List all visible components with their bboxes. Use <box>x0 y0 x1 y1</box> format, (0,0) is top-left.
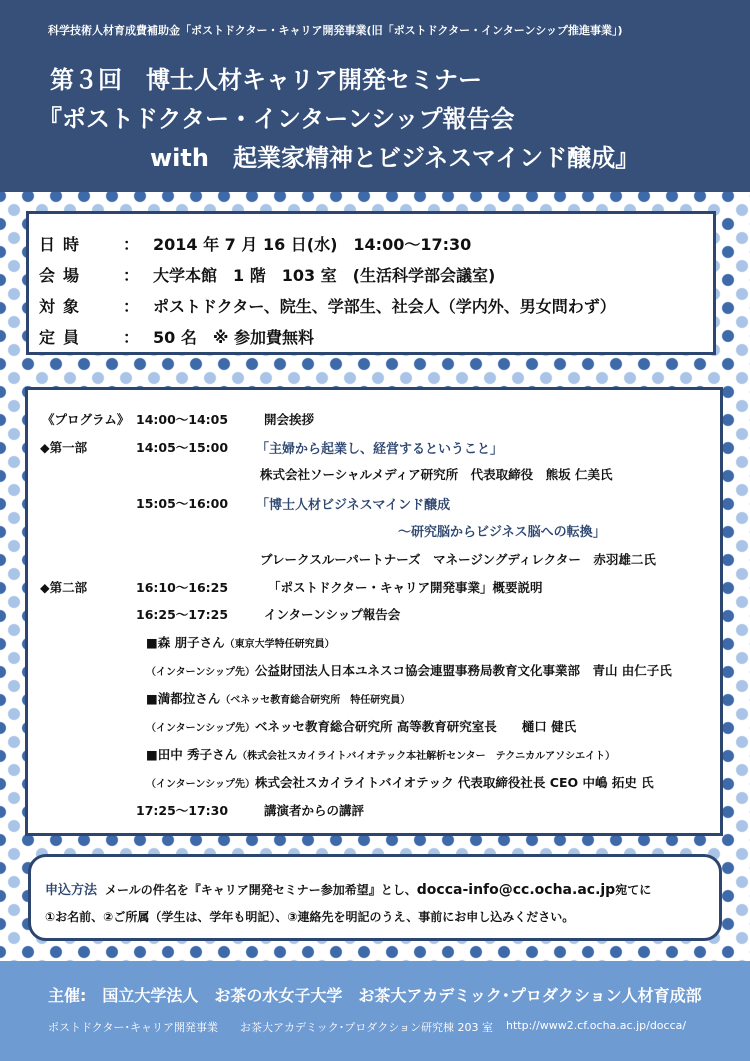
program-time: 17:25～17:30 <box>136 803 229 818</box>
application-text-end: 宛てに <box>615 883 652 897</box>
info-colon: ： <box>123 235 140 254</box>
reporter <box>146 633 335 651</box>
program-time: 14:00～14:05 <box>136 412 229 427</box>
info-label: 日時 <box>39 235 88 254</box>
program-time: 16:10～16:25 <box>136 580 229 595</box>
info-label: 対象 <box>39 297 88 316</box>
reporter-affiliation: （東京大学特任研究員） <box>224 639 335 650</box>
program-heading: 《プログラム》 <box>42 412 130 427</box>
project-text: ポストドクター･キャリア開発事業 お茶大アカデミック･プロダクション研究棟 203 室 <box>48 1021 493 1034</box>
reporter-affiliation: （ベネッセ教育総合研究所 特任研究員） <box>220 695 411 706</box>
program-box <box>25 387 723 836</box>
talk-title: 「博士人材ビジネスマインド醸成 <box>256 498 451 513</box>
reporter-name: ■森 朋子さん <box>146 635 225 650</box>
page-title-line2: 『ポストドクター・インターンシップ報告会 <box>38 105 515 133</box>
part-label: ◆第一部 <box>40 440 88 455</box>
url-link[interactable]: http://www2.cf.ocha.ac.jp/docca/ <box>506 1019 687 1032</box>
host-text: 公益財団法人日本ユネスコ協会連盟事務局教育文化事業部 青山 由仁子氏 <box>254 663 672 678</box>
program-time: 14:05～15:00 <box>136 440 229 455</box>
speaker: ブレークスルーパートナーズ マネージングディレクター 赤羽雄二氏 <box>260 552 656 567</box>
internship-host <box>146 773 654 791</box>
program-item: 「ポストドクター・キャリア開発事業」概要説明 <box>268 580 543 595</box>
application-box <box>28 854 722 941</box>
info-value: 50 名 ※ 参加費無料 <box>153 328 314 347</box>
organizer-text: 主催: 国立大学法人 お茶の水女子大学 お茶大アカデミック･プロダクション人材育成部 <box>48 986 702 1005</box>
program-item: 開会挨拶 <box>264 412 315 427</box>
page-title-line3: with 起業家精神とビジネスマインド醸成』 <box>150 144 640 172</box>
info-value: ポストドクター、院生、学部生、社会人（学内外、男女問わず） <box>153 297 616 316</box>
footer-banner <box>0 961 750 1061</box>
subsidy-text: 科学技術人材育成費補助金「ポストドクター・キャリア開発事業(旧「ポストドクター・インターンシップ推進事業」) <box>48 24 623 37</box>
host-prefix: （インターンシップ先） <box>146 667 255 678</box>
application-line2: ①お名前、②ご所属（学生は、学年も明記）、③連絡先を明記のうえ、事前にお申し込みください。 <box>45 910 575 924</box>
reporter <box>146 689 410 707</box>
header-banner <box>0 0 750 192</box>
program-time: 15:05～16:00 <box>136 496 229 511</box>
info-label: 定員 <box>39 328 88 347</box>
info-label: 会場 <box>39 266 88 285</box>
host-prefix: （インターンシップ先） <box>146 723 255 734</box>
application-label: 申込方法 <box>45 883 98 898</box>
reporter-name: ■田中 秀子さん <box>146 747 238 762</box>
part-label: ◆第二部 <box>40 580 88 595</box>
program-item: 講演者からの講評 <box>264 803 365 818</box>
event-info-box <box>26 211 716 355</box>
speaker: 株式会社ソーシャルメディア研究所 代表取締役 熊坂 仁美氏 <box>260 467 613 482</box>
email-link[interactable]: docca-info@cc.ocha.ac.jp <box>416 882 616 898</box>
reporter <box>146 745 615 763</box>
internship-host <box>146 717 576 735</box>
page-title-line1: 第３回 博士人材キャリア開発セミナー <box>50 66 482 94</box>
info-colon: ： <box>123 328 140 347</box>
info-colon: ： <box>123 297 140 316</box>
application-line1 <box>45 879 651 898</box>
program-time: 16:25～17:25 <box>136 607 229 622</box>
host-text: ベネッセ教育総合研究所 高等教育研究室長 樋口 健氏 <box>254 719 577 734</box>
talk-subtitle: ～研究脳からビジネス脳への転換」 <box>398 525 606 540</box>
program-item: インターンシップ報告会 <box>264 607 401 622</box>
info-colon: ： <box>123 266 140 285</box>
internship-host <box>146 661 672 679</box>
info-value: 2014 年 7 月 16 日(水) 14:00～17:30 <box>153 235 472 254</box>
info-value: 大学本館 1 階 103 室 (生活科学部会議室) <box>153 266 496 285</box>
host-prefix: （インターンシップ先） <box>146 779 255 790</box>
host-text: 株式会社スカイライトバイオテック 代表取締役社長 CEO 中嶋 拓史 氏 <box>254 775 654 790</box>
application-text: メールの件名を『キャリア開発セミナー参加希望』とし、 <box>105 883 417 897</box>
talk-title: 「主婦から起業し、経営するということ」 <box>256 442 504 457</box>
reporter-affiliation: （株式会社スカイライトバイオテック本社解析センター テクニカルアソシエイト） <box>237 751 616 762</box>
reporter-name: ■満都拉さん <box>146 691 221 706</box>
